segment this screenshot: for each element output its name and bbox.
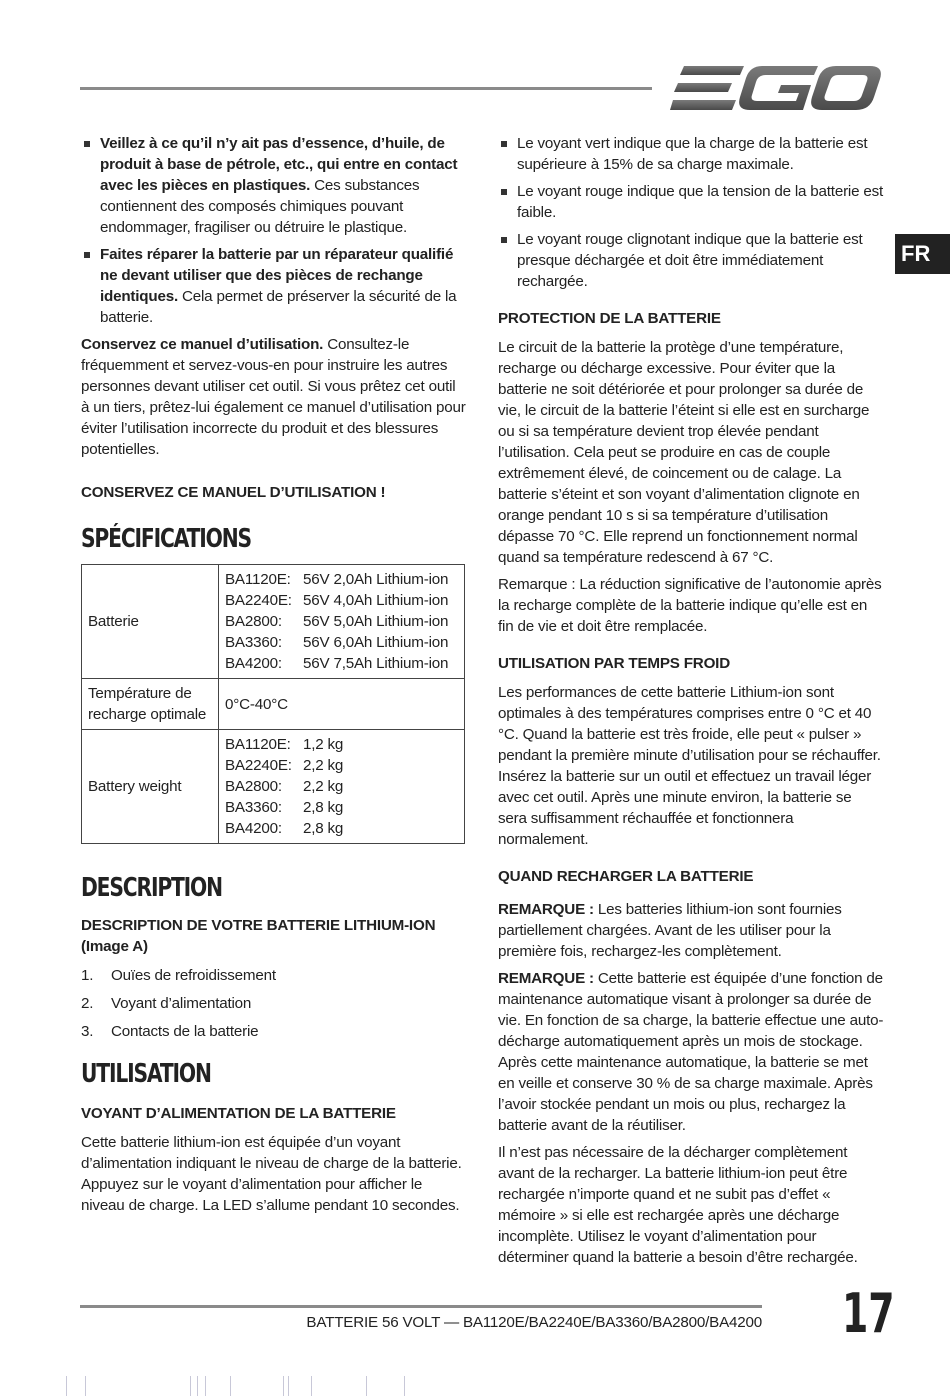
model-value: 2,2 kg — [303, 778, 344, 795]
battery-label: Batterie — [82, 565, 219, 679]
cold-heading: UTILISATION PAR TEMPS FROID — [498, 655, 730, 672]
protection-note: Remarque : La réduction significative de l’autonomie après la recharge complète de la batterie indique qu’elle est en fin de vie et doit être remplacée. — [498, 576, 882, 635]
item-label: Voyant d’alimentation — [111, 995, 252, 1012]
manual-text: Consultez-le fréquemment et servez-vous-en pour instruire les autres personnes devant utiliser cet outil. Si vous prêtez cet outil à un tiers, prêtez-lui également ce manuel d’utilisation pour éviter l’utilisation incorrecte du produit et des blessures potentielles. — [81, 336, 466, 458]
battery-values — [219, 565, 465, 679]
model-name: BA4200: — [225, 655, 282, 672]
utilisation-title: UTILISATION — [81, 1059, 211, 1089]
right-column — [498, 133, 884, 1274]
manual-paragraph — [81, 334, 467, 460]
model-name: BA1120E: — [225, 571, 291, 588]
list-item — [498, 229, 884, 292]
bullet-square-icon — [84, 252, 90, 258]
note-label: REMARQUE : — [498, 970, 594, 987]
header-rule — [80, 87, 652, 90]
model-name: BA1120E: — [225, 736, 291, 753]
model-value: 56V 7,5Ah Lithium-ion — [303, 655, 449, 672]
left-column — [81, 133, 467, 1222]
table-row — [82, 565, 465, 679]
model-value: 56V 4,0Ah Lithium-ion — [303, 592, 449, 609]
indicator-bullets — [498, 133, 884, 292]
bullet-square-icon — [501, 189, 507, 195]
model-value: 56V 2,0Ah Lithium-ion — [303, 571, 449, 588]
description-list — [81, 965, 467, 1042]
model-name: BA3360: — [225, 799, 282, 816]
bullet-bold-text: Faites réparer la batterie par un réparateur qualifié ne devant utiliser que des pièces de rechange identiques. — [100, 246, 454, 305]
bullet-square-icon — [501, 141, 507, 147]
protection-paragraph: Le circuit de la batterie la protège d’une température, recharge ou décharge excessive. Pour éviter que la batterie ne soit détériorée et pour prolonger sa durée de vie, le circuit de la batterie l’éteint si elle est en surcharge ou si sa température devient trop élevée pendant l’utilisation. Cela peut se produire en cas de couple extrêmement élevé, de coincement ou de calage. La batterie s’éteint et son voyant d’alimentation clignote en orange pendant 10 s si sa température d’utilisation dépasse 70 °C. Elle reprend un fonctionnement normal quand sa température redescend à 67 °C. — [498, 339, 870, 566]
footer-rule — [80, 1305, 762, 1308]
charge-heading: QUAND RECHARGER LA BATTERIE — [498, 868, 754, 885]
manual-bold: Conservez ce manuel d’utilisation. — [81, 336, 324, 353]
keep-manual-heading: CONSERVEZ CE MANUEL D’UTILISATION ! — [81, 484, 386, 501]
weight-label: Battery weight — [82, 730, 219, 844]
note-paragraph — [498, 899, 884, 962]
bullet-text: Ces substances contiennent des composés chimiques pouvant endommager, fragiliser ou détruire le plastique. — [100, 177, 420, 236]
item-label: Ouïes de refroidissement — [111, 967, 276, 984]
spec-table — [81, 564, 465, 844]
temp-label: Température de recharge optimale — [82, 679, 219, 730]
note-text: Les batteries lithium-ion sont fournies partiellement chargées. Avant de les utiliser pour la première fois, rechargez-les complètement. — [498, 901, 842, 960]
ego-logo — [670, 64, 882, 112]
table-row — [82, 730, 465, 844]
note-label: REMARQUE : — [498, 901, 594, 918]
temp-value: 0°C-40°C — [219, 679, 465, 730]
item-number: 2. — [81, 995, 94, 1012]
spec-title: SPÉCIFICATIONS — [81, 524, 251, 554]
model-name: BA2240E: — [225, 757, 292, 774]
model-value: 2,8 kg — [303, 820, 344, 837]
footer-title: BATTERIE 56 VOLT — BA1120E/BA2240E/BA3360/BA2800/BA4200 — [306, 1314, 762, 1331]
list-item — [81, 965, 467, 986]
item-label: Contacts de la batterie — [111, 1023, 259, 1040]
protection-heading: PROTECTION DE LA BATTERIE — [498, 310, 721, 327]
page-number: 17 — [842, 1282, 895, 1345]
model-name: BA4200: — [225, 820, 282, 837]
model-value: 56V 5,0Ah Lithium-ion — [303, 613, 449, 630]
bullet-square-icon — [501, 237, 507, 243]
model-value: 2,2 kg — [303, 757, 344, 774]
model-value: 1,2 kg — [303, 736, 344, 753]
description-subheading: DESCRIPTION DE VOTRE BATTERIE LITHIUM-ION (Image A) — [81, 917, 436, 955]
utilisation-subheading: VOYANT D’ALIMENTATION DE LA BATTERIE — [81, 1105, 396, 1122]
model-value: 2,8 kg — [303, 799, 344, 816]
bullet-text: Le voyant rouge clignotant indique que la batterie est presque déchargée et doit être immédiatement rechargée. — [517, 231, 863, 290]
note-text: Cette batterie est équipée d’une fonction de maintenance automatique visant à prolonger sa durée de vie. En fonction de sa charge, la batterie effectue une auto-décharge automatiquement après un mois de stockage. Après cette maintenance automatique, la batterie se met en veille et conserve 30 % de sa charge maximale. Après l’avoir stockée pendant un mois ou plus, rechargez la batterie avant de la réutiliser. — [498, 970, 884, 1134]
bullet-square-icon — [84, 141, 90, 147]
note-paragraph — [498, 968, 884, 1136]
bullet-text: Le voyant rouge indique que la tension de la batterie est faible. — [517, 183, 884, 221]
cold-paragraph: Les performances de cette batterie Lithium-ion sont optimales à des températures comprises entre 0 °C et 40 °C. Quand la batterie est très froide, elle peut « pulser » pendant la première minute d’utilisation pour se réchauffer. Insérez la batterie sur un outil et effectuez un travail léger avec cet outil. Après une minute environ, la batterie se sera suffisamment réchauffée et fonctionnera normalement. — [498, 684, 881, 848]
bullet-text: Le voyant vert indique que la charge de la batterie est supérieure à 15% de sa charge maximale. — [517, 135, 868, 173]
list-item — [81, 133, 467, 238]
utilisation-paragraph: Cette batterie lithium-ion est équipée d’un voyant d’alimentation indiquant le niveau de charge de la batterie. Appuyez sur le voyant d’alimentation pour afficher le niveau de charge. La LED s’allume pendant 10 secondes. — [81, 1134, 462, 1214]
safety-bullets — [81, 133, 467, 328]
model-name: BA2240E: — [225, 592, 292, 609]
item-number: 1. — [81, 967, 94, 984]
model-name: BA3360: — [225, 634, 282, 651]
list-item — [81, 993, 467, 1014]
language-tab: FR — [895, 234, 950, 274]
final-paragraph: Il n’est pas nécessaire de la décharger complètement avant de la recharger. La batterie lithium-ion peut être rechargée n’importe quand et ne subit pas d’effet « mémoire » si elle est rechargée après une décharge incomplète. Utilisez le voyant d’alimentation pour déterminer quand la batterie a besoin d’être rechargée. — [498, 1144, 858, 1266]
bullet-bold-text: Veillez à ce qu’il n’y ait pas d’essence, d’huile, de produit à base de pétrole, etc., qui entre en contact avec les pièces en plastiques. — [100, 135, 458, 194]
description-title: DESCRIPTION — [81, 873, 222, 903]
list-item — [81, 244, 467, 328]
model-name: BA2800: — [225, 778, 282, 795]
table-row — [82, 679, 465, 730]
bullet-text: Cela permet de préserver la sécurité de la batterie. — [100, 288, 457, 326]
item-number: 3. — [81, 1023, 94, 1040]
weight-values — [219, 730, 465, 844]
list-item — [498, 181, 884, 223]
model-value: 56V 6,0Ah Lithium-ion — [303, 634, 449, 651]
model-name: BA2800: — [225, 613, 282, 630]
list-item — [498, 133, 884, 175]
list-item — [81, 1021, 467, 1042]
print-marks — [0, 1376, 950, 1398]
